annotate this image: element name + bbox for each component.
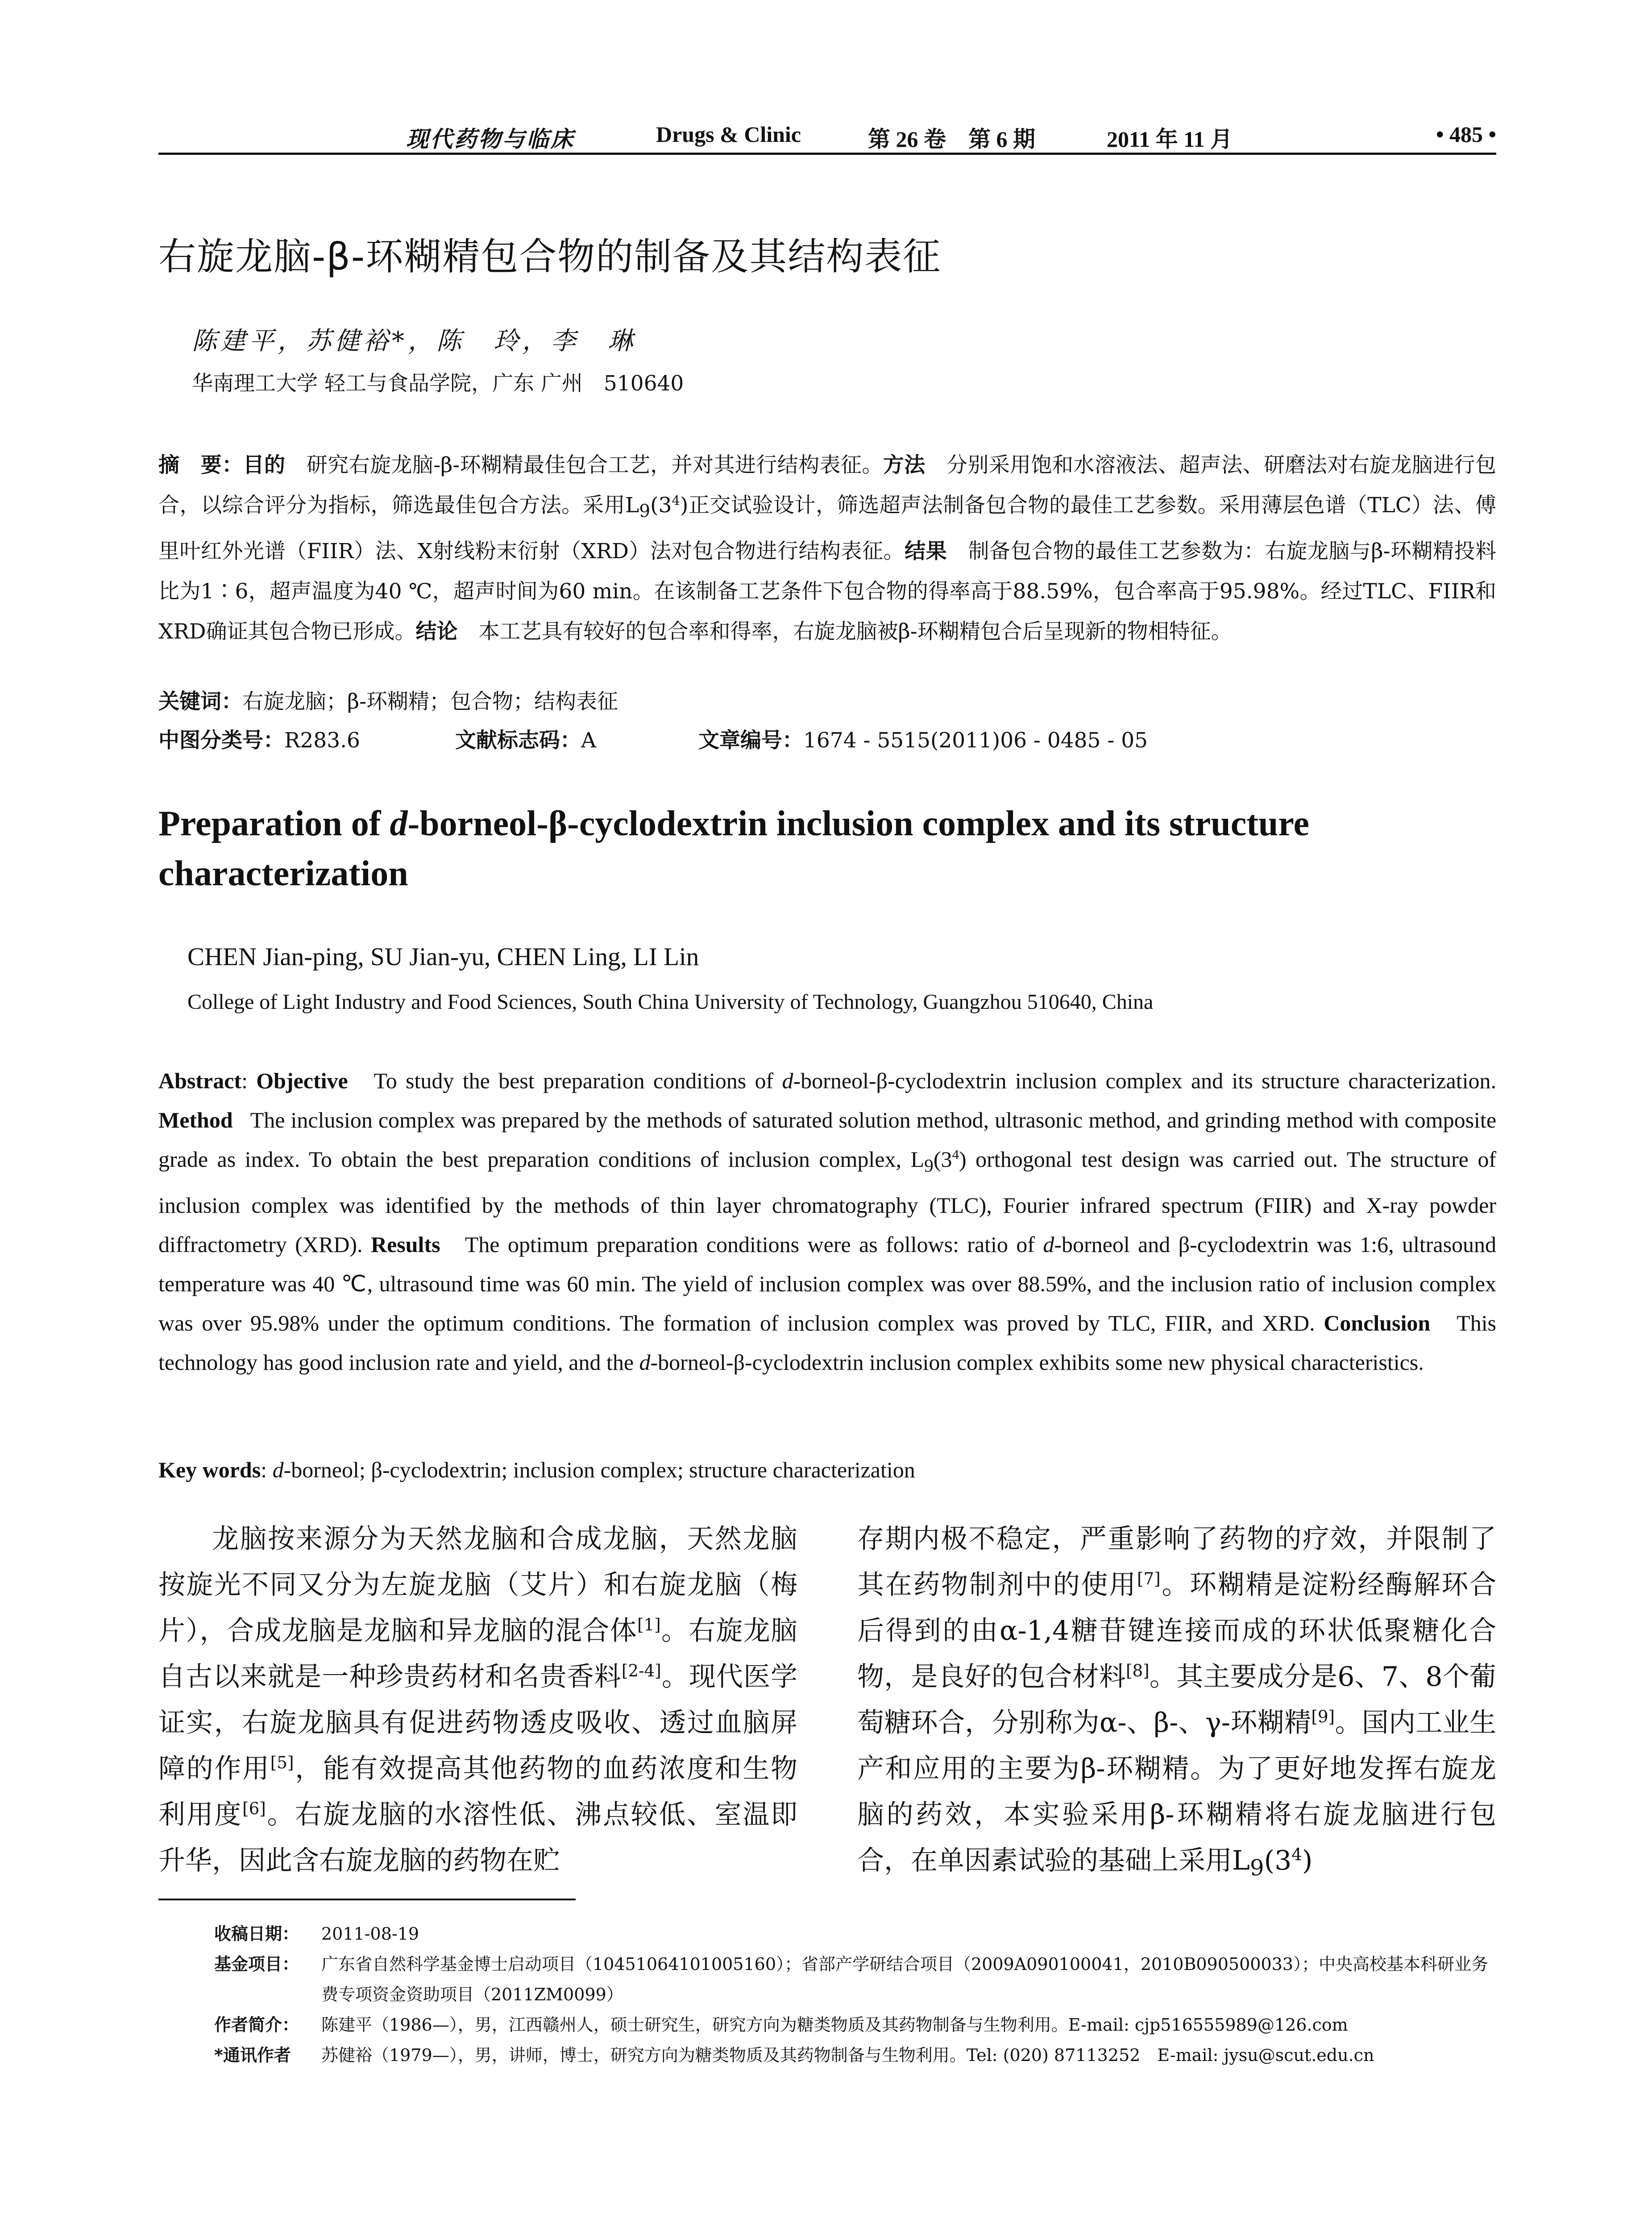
conclusion-text-cn: 本工艺具有较好的包合率和得率，右旋龙脑被β-环糊精包合后呈现新的物相特征。 [478,619,1232,644]
results-label-cn: 结果 [905,539,947,564]
d-italic-1: d [782,1068,793,1093]
clc-cell [158,724,360,754]
title-en-part-2: -borneol-β-cyclodextrin inclusion complex and its structure characterization [158,804,1309,893]
citation-2: [2-4] [621,1661,661,1680]
footnotes [214,1919,1496,2070]
citation-7: [9] [1311,1707,1335,1726]
body-right-1: 存期内极不稳定，严重影响了药物的疗效，并限制了其在药物制剂中的使用 [857,1523,1496,1601]
results-text-en-1: The optimum preparation conditions were as follows: ratio of [465,1232,1043,1257]
d-italic-3: d [639,1350,651,1375]
funding-text: 广东省自然科学基金博士启动项目（10451064101005160）；省部产学研结合项目（2009A090100041，2010B090500033）；中央高校基本科研业务费专项资金资助项目（2011ZM0099） [321,1954,1488,2004]
clc-label: 中图分类号： [158,728,284,753]
authors-cn: 陈建平，苏健裕*，陈 玲，李 琳 [192,327,636,356]
method-mid-cn: (3 [650,493,672,518]
body-left-2: 。右旋龙脑自古以来就是一种珍贵药材和名贵香料 [158,1615,798,1692]
article-no-label: 文章编号： [698,728,803,753]
citation-5: [7] [1137,1569,1161,1588]
citation-3: [5] [270,1753,294,1772]
body-column-right [857,1516,1496,1891]
body-right-end: ) [1302,1845,1313,1876]
journal-name-en: Drugs & Clinic [656,122,801,147]
header-rule [158,153,1496,155]
body-right-sub: 9 [1249,1855,1264,1881]
journal-name-cn: 现代药物与临床 [406,127,575,152]
abstract-en: Abstract: Objective To study the best preparation conditions of d-borneol-β-cyclodextrin inclusion complex and its structure characterization. Method The inclusion complex was prepared by the methods of saturated solution method, ultrasonic method, and grinding method with composite grade as index. To obtain the best preparation conditions of inclusion complex, $L_9(3^4)$ orthogonal test design was carried out. The structure of inclusion complex was identified by the methods of thin layer chromatography (TLC), Fourier infrared spectrum (FIIR) and X-ray powder diffractometry (XRD). Results The optimum preparation conditions were as follows: ratio of d-borneol and β-cyclodextrin was 1:6, ultrasound temperature was 40 ℃, ultrasound time was 60 min. The yield of inclusion complex was over 88.59%, and the inclusion ratio of inclusion complex was over 95.98% under the optimum conditions. The formation of inclusion complex was proved by TLC, FIIR, and XRD. Conclusion This technology has good inclusion rate and yield, and the d-borneol-β-cyclodextrin inclusion complex exhibits some new physical characteristics. [158,1068,1497,1375]
keywords-cn [158,685,618,715]
body-right-mid: (3 [1264,1845,1292,1876]
results-text-en-2: -borneol and β-cyclodextrin was 1:6, ultrasound temperature was 40 ℃, ultrasound time was 60 min. The yield of inclusion complex was over 88.59%, and the inclusion ratio of inclusion complex was over 95.98% under the optimum conditions. The formation of inclusion complex was proved by TLC, FIIR, and XRD. [158,1232,1497,1335]
received-label: 收稿日期： [214,1924,299,1944]
title-en-italic: d [390,804,408,843]
body-column-left [158,1516,797,1884]
volume-issue: 第 26 卷 第 6 期 [868,127,1035,152]
conclusion-label-cn: 结论 [415,619,458,644]
clc-value: R283.6 [284,728,360,753]
citation-6: [8] [1126,1661,1150,1680]
body-left-3: 。现代医学证实，右旋龙脑具有促进药物透皮吸收、透过血脑屏障的作用 [158,1661,798,1784]
method-sub-cn: 9 [639,501,651,522]
conclusion-label-en: Conclusion [1324,1310,1431,1335]
article-no-value: 1674 - 5515(2011)06 - 0485 - 05 [803,728,1148,753]
objective-label-cn: 目的 [243,453,286,477]
footnote-rule [158,1899,576,1900]
method-text-cn-1: 分别采用饱和水溶液法、超声法、研磨法对右旋龙脑进行包合，以综合评分为指标，筛选最佳包合方法。采用L [158,453,1497,518]
body-left-1: 龙脑按来源分为天然龙脑和合成龙脑，天然龙脑按旋光不同又分为左旋龙脑（艾片）和右旋龙脑（梅片），合成龙脑是龙脑和异龙脑的混合体 [158,1523,797,1646]
page-number: • 485 • [1436,122,1496,147]
title-en-part-1: Preparation of [158,804,390,843]
keywords-en: Key words: d-borneol; β-cyclodextrin; inclusion complex; structure characterization [158,1457,915,1482]
affiliation-cn: 华南理工大学 轻工与食品学院，广东 广州 510640 [192,371,684,396]
bio-label: 作者简介： [214,2015,299,2035]
method-label-en: Method [158,1107,233,1132]
funding-label: 基金项目： [214,1954,299,1974]
body-right-2: 。环糊精是淀粉经酶解环合后得到的由α-1,4糖苷键连接而成的环状低聚糖化合物，是良好的包合材料 [857,1569,1497,1692]
objective-text-cn: 研究右旋龙脑-β-环糊精最佳包合工艺，并对其进行结构表征。 [306,453,883,477]
conclusion-text-en-1: This technology has good inclusion rate and yield, and the [158,1310,1497,1375]
keywords-label-cn: 关键词： [158,689,242,714]
objective-label-en: Objective [256,1068,348,1093]
issue-date: 2011 年 11 月 [1107,127,1233,152]
classification-row [158,724,1496,759]
method-sup-en: 4 [952,1146,959,1162]
abstract-cn [158,445,1496,652]
body-right-3: 。其主要成分是6、7、8个葡萄糖环合，分别称为α-、β-、γ-环糊精 [857,1661,1496,1738]
doc-code-cell [455,724,596,754]
results-label-en: Results [370,1232,440,1257]
method-sub-en: 9 [924,1156,934,1176]
method-sup-cn: 4 [672,493,680,508]
method-mid-en: (3 [933,1147,952,1172]
footnote-received [214,1919,1496,1949]
keywords-text-en: -borneol; β-cyclodextrin; inclusion complex; structure characterization [283,1457,915,1482]
citation-4: [6] [242,1799,266,1818]
corresponding-label: *通讯作者 [214,2045,291,2065]
d-italic-4: d [272,1457,284,1482]
method-text-en-2: ) orthogonal test design was carried out. The structure of inclusion complex was identified by the methods of thin layer chromatography (TLC), Fourier infrared spectrum (FIIR) and X-ray powder diffractometry (XRD). [158,1147,1496,1257]
method-label-cn: 方法 [883,453,926,477]
footnote-funding [214,1949,1496,2010]
conclusion-text-en-2: -borneol-β-cyclodextrin inclusion complex exhibits some new physical characteristics. [650,1350,1424,1375]
article-title-en [158,799,1497,899]
authors-en: CHEN Jian-ping, SU Jian-yu, CHEN Ling, LI Lin [187,943,699,971]
doc-code-value: A [581,728,596,753]
body-left-4: ，能有效提高其他药物的血药浓度和生物利用度 [158,1753,798,1830]
body-left-5: 。右旋龙脑的水溶性低、沸点较低、室温即升华，因此含右旋龙脑的药物在贮 [158,1799,798,1876]
footnote-corresponding [214,2040,1496,2070]
citation-1: [1] [637,1615,661,1634]
article-no-cell [698,724,1148,754]
running-header [158,117,1496,153]
d-italic-2: d [1043,1232,1054,1257]
keywords-label-en: Key words [158,1457,261,1482]
method-text-cn-2: )正交试验设计，筛选超声法制备包合物的最佳工艺参数。采用薄层色谱（TLC）法、傅里叶红外光谱（FIIR）法、X射线粉末衍射（XRD）法对包合物进行结构表征。 [158,493,1496,564]
received-date: 2011-08-19 [321,1924,419,1944]
body-right-sup: 4 [1291,1845,1302,1864]
footnote-bio [214,2010,1496,2040]
keywords-text-cn: 右旋龙脑；β-环糊精；包合物；结构表征 [242,689,618,714]
affiliation-en: College of Light Industry and Food Sciences, South China University of Technology, Guangzhou 510640, China [187,990,1154,1014]
article-title-cn: 右旋龙脑-β-环糊精包合物的制备及其结构表征 [158,235,942,278]
results-text-cn: 制备包合物的最佳工艺参数为：右旋龙脑与β-环糊精投料比为1∶6，超声温度为40 ℃，超声时间为60 min。在该制备工艺条件下包合物的得率高于88.59%，包合率高于95.98%。经过TLC、FIIR和XRD确证其包合物已形成。 [158,539,1497,644]
abstract-label-cn: 摘 要： [158,453,243,477]
bio-text: 陈建平（1986—），男，江西赣州人，硕士研究生，研究方向为糖类物质及其药物制备与生物利用。E-mail: cjp516555989@126.com [321,2015,1348,2035]
body-right-4: 。国内工业生产和应用的主要为β-环糊精。为了更好地发挥右旋龙脑的药效，本实验采用β-环糊精将右旋龙脑进行包合，在单因素试验的基础上采用L [857,1707,1496,1876]
corresponding-text: 苏健裕（1979—），男，讲师，博士，研究方向为糖类物质及其药物制备与生物利用。Tel: (020) 87113252 E-mail: jysu@scut.edu.cn [321,2045,1374,2065]
method-text-en-1: The inclusion complex was prepared by the methods of saturated solution method, ultrasonic method, and grinding method with composite grade as index. To obtain the best preparation conditions of inclusion complex, L [158,1107,1497,1172]
objective-text-en-2: -borneol-β-cyclodextrin inclusion complex and its structure characterization. [793,1068,1496,1093]
abstract-label-en: Abstract [158,1068,242,1093]
objective-text-en-1: To study the best preparation conditions of [374,1068,782,1093]
doc-code-label: 文献标志码： [455,728,581,753]
